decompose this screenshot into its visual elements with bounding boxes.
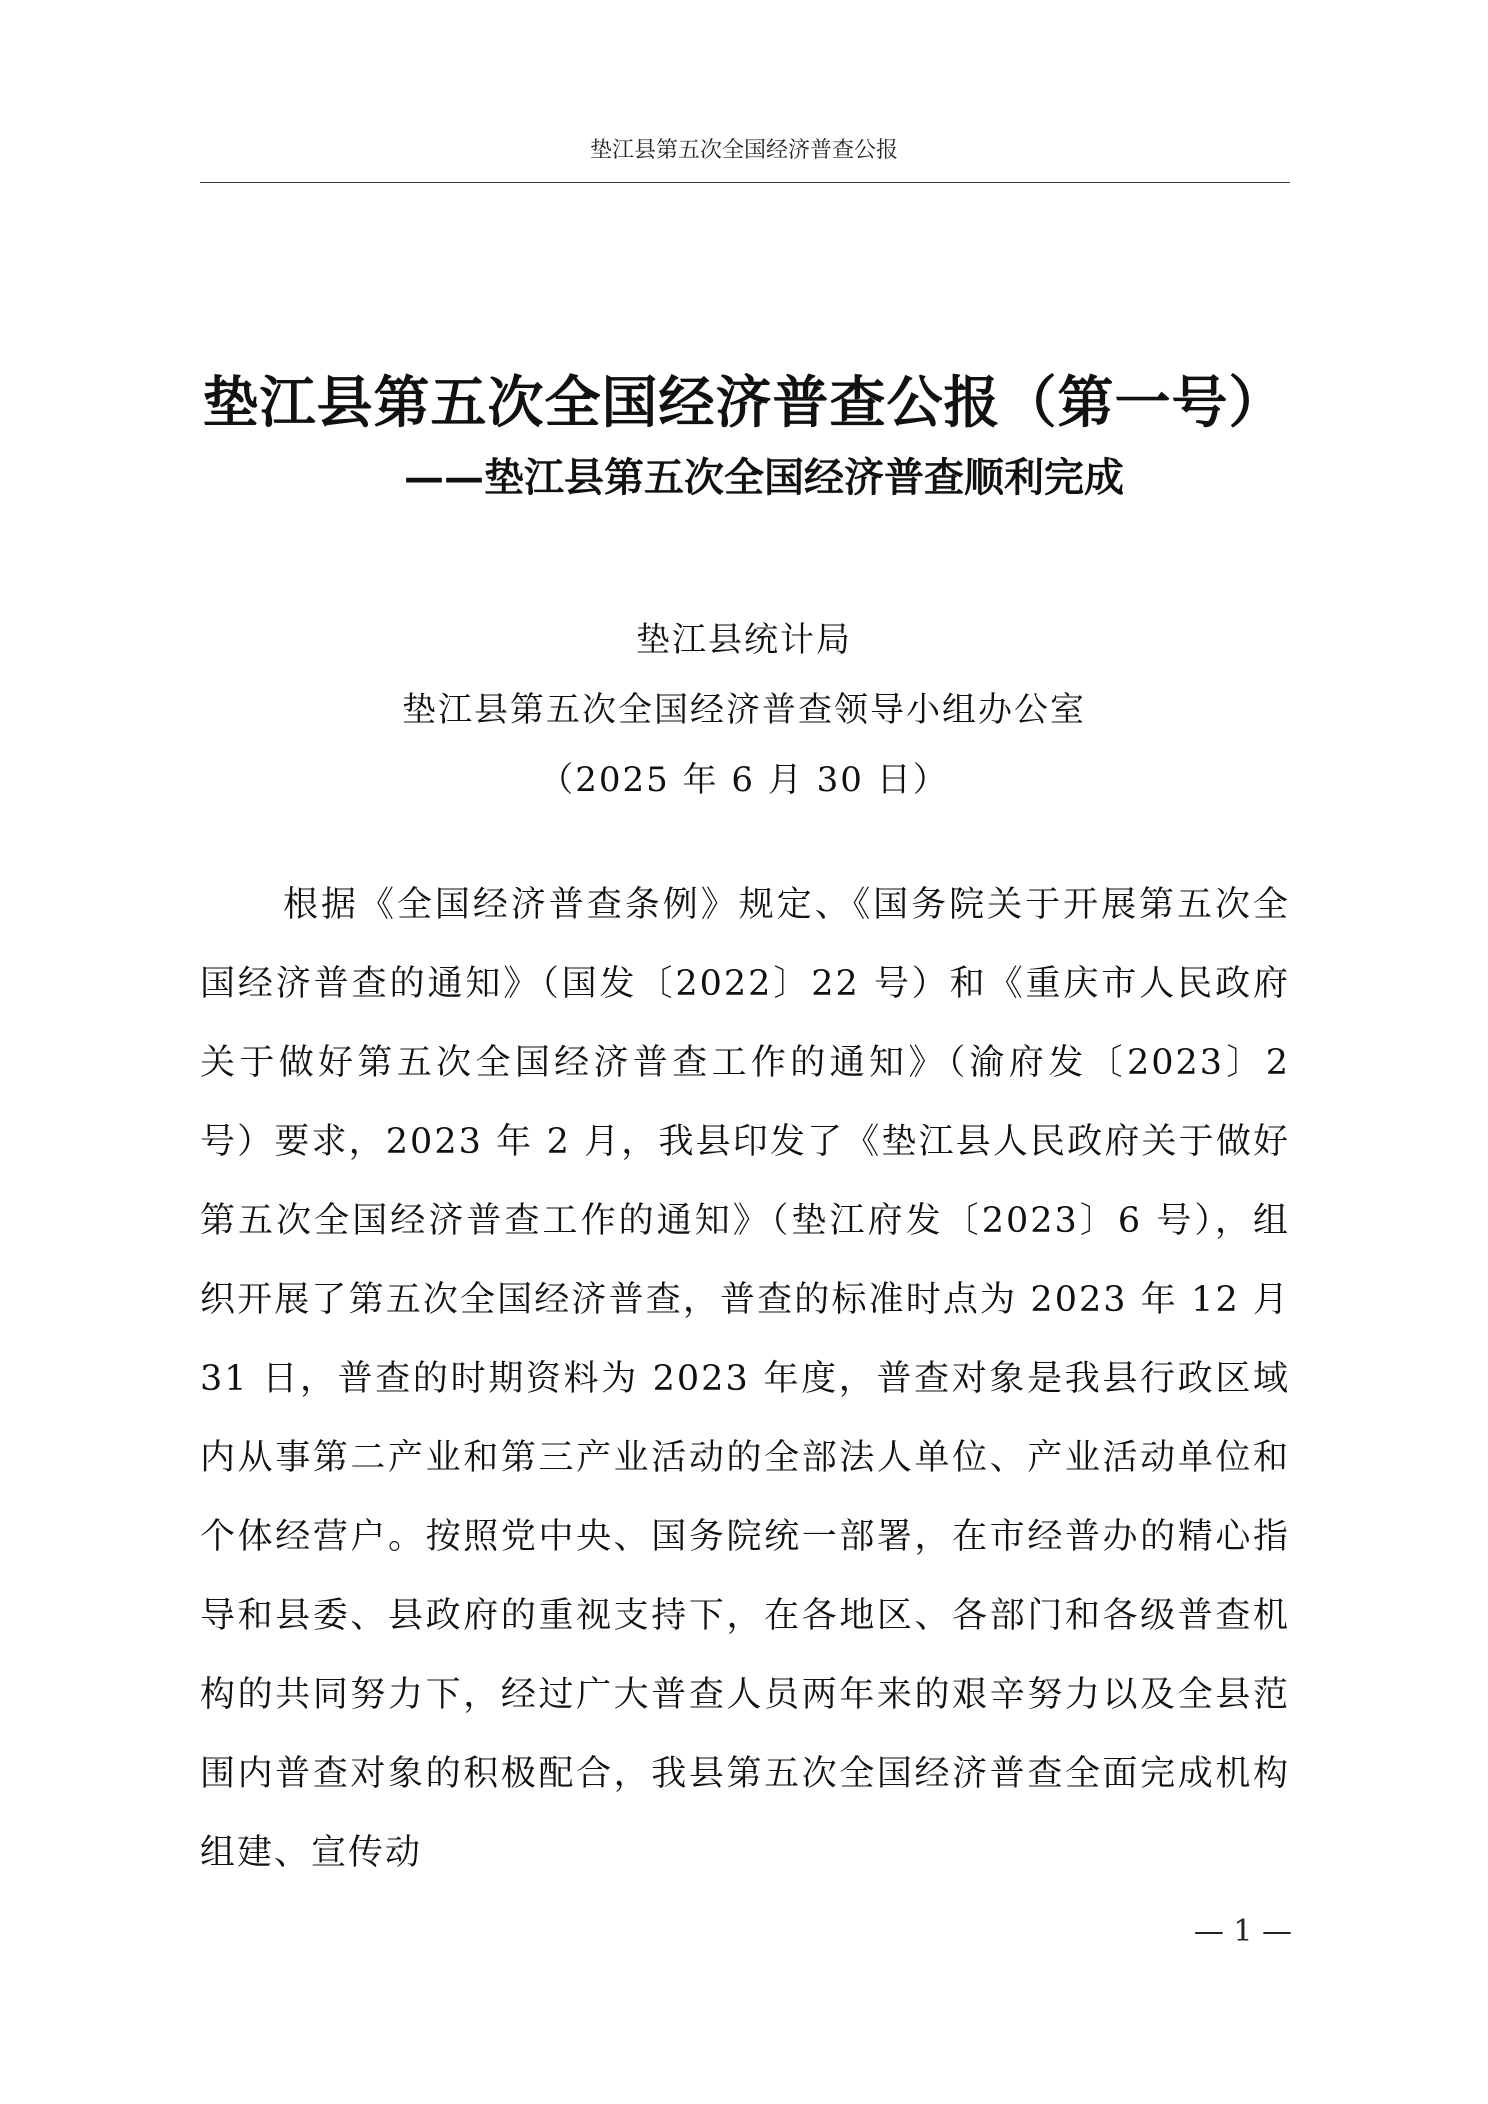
- header-divider: [200, 182, 1290, 183]
- document-subtitle: ——垫江县第五次全国经济普查顺利完成: [404, 454, 1124, 501]
- page-number: — 1 —: [1193, 1914, 1292, 1949]
- body-paragraph: 根据《全国经济普查条例》规定、《国务院关于开展第五次全国经济普查的通知》（国发〔2022〕22 号）和《重庆市人民政府关于做好第五次全国经济普查工作的通知》（渝府发〔2023〕2 号）要求，2023 年 2 月，我县印发了《垫江县人民政府关于做好第五次全国经济普查工作的通知》（垫江府发〔2023〕6 号），组织开展了第五次全国经济普查，普查的标准时点为 2023 年 12 月 31 日，普查的时期资料为 2023 年度，普查对象是我县行政区域内从事第二产业和第三产业活动的全部法人单位、产业活动单位和个体经营户。按照党中央、国务院统一部署，在市经普办的精心指导和县委、县政府的重视支持下，在各地区、各部门和各级普查机构的共同努力下，经过广大普查人员两年来的艰辛努力以及全县范围内普查对象的积极配合，我县第五次全国经济普查全面完成机构组建、宣传动: [200, 885, 1290, 1873]
- publication-date: （2025 年 6 月 30 日）: [539, 760, 949, 800]
- running-header: 垫江县第五次全国经济普查公报: [589, 138, 898, 163]
- issuer-block: [200, 605, 1288, 815]
- issuer-census-office: 垫江县第五次全国经济普查领导小组办公室: [402, 690, 1086, 730]
- document-title: 垫江县第五次全国经济普查公报（第一号）: [202, 370, 1286, 436]
- issuer-statistics-bureau: 垫江县统计局: [636, 620, 852, 660]
